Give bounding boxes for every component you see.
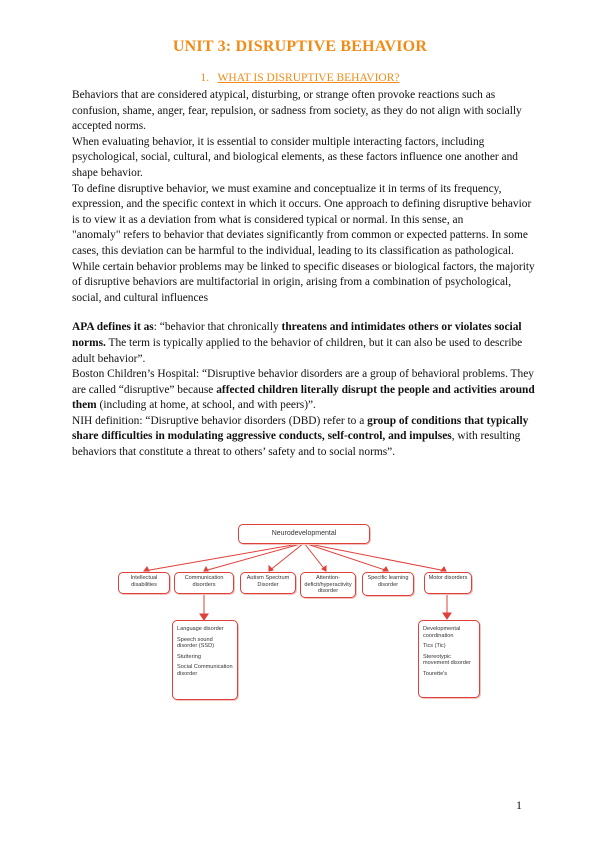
node-motor-disorders: Motor disorders	[424, 572, 472, 594]
root-node: Neurodevelopmental	[238, 524, 370, 544]
paragraph: While certain behavior problems may be linked to specific diseases or biological factors, the majority of disruptive behaviors are multifactorial in origin, arising from a combination of psychological, social, and cultural influences	[72, 260, 535, 304]
list-item: Stereotypic movement disorder	[423, 653, 471, 667]
communication-subtypes	[172, 620, 238, 700]
section-label: WHAT IS DISRUPTIVE BEHAVIOR?	[217, 72, 400, 84]
node-communication-disorders: Communication disorders	[174, 572, 234, 594]
paragraph: When evaluating behavior, it is essential to consider multiple interacting factors, including psychological, social, cultural, and biological elements, as these factors influence one another and shape behavior.	[72, 135, 518, 179]
page-number: 1	[516, 798, 522, 812]
list-item: Speech sound disorder (SSD)	[177, 636, 214, 650]
neurodevelopmental-diagram	[114, 518, 494, 708]
list-item: Stuttering	[177, 653, 201, 660]
document-body	[72, 88, 538, 461]
node-intellectual-disabilities: Intellectual disabilities	[118, 572, 170, 594]
list-item: Language disorder	[177, 626, 224, 632]
node-specific-learning: Specific learning disorder	[362, 572, 414, 596]
section-heading	[0, 72, 600, 84]
boston-definition: Boston Children’s Hospital: “Disruptive behavior disorders are a group of behavioral problems. They are called “disruptive” because affected children literally disrupt the people and activities around them (including at home, at school, and with peers)”.	[72, 368, 535, 412]
paragraph: Behaviors that are considered atypical, disturbing, or strange often provoke reactions such as confusion, shame, anger, fear, repulsion, or sadness from society, as they do not align with socially accepted norms.	[72, 89, 522, 133]
apa-definition: APA defines it as: “behavior that chronically threatens and intimidates others or violates social norms. The term is typically applied to the behavior of children, but it can also be used to describe adult behavior”.	[72, 321, 523, 365]
apa-lead: APA defines it as	[72, 321, 154, 334]
list-item: Developmental coordination	[423, 626, 461, 639]
section-number: 1.	[200, 72, 210, 84]
page-title: UNIT 3: DISRUPTIVE BEHAVIOR	[172, 38, 428, 55]
node-adhd: Attention-deficit/hyperactivity disorder	[300, 572, 356, 598]
paragraph: "anomaly" refers to behavior that deviates significantly from common or expected patterns. In some cases, this deviation can be harmful to the individual, leading to its classification as pathological.	[72, 229, 528, 257]
paragraph: To define disruptive behavior, we must examine and conceptualize it in terms of its frequency, expression, and the specific context in which it occurs. One approach to defining disruptive behavior is to view it as a deviation from what is considered typical or normal. In this sense, an	[72, 182, 532, 226]
list-item: Tourette's	[423, 670, 448, 677]
nih-definition: NIH definition: “Disruptive behavior disorders (DBD) refer to a group of conditions that typically share difficulties in modulating aggressive conducts, self-control, and impulses, with resulting behaviors that constitute a threat to others’ safety and to social norms”.	[72, 414, 529, 459]
list-item: Social Communication disorder	[177, 664, 233, 677]
node-autism: Autism Spectrum Disorder	[240, 572, 296, 594]
list-item: Tics (Tic)	[423, 643, 446, 650]
motor-subtypes	[418, 620, 480, 698]
